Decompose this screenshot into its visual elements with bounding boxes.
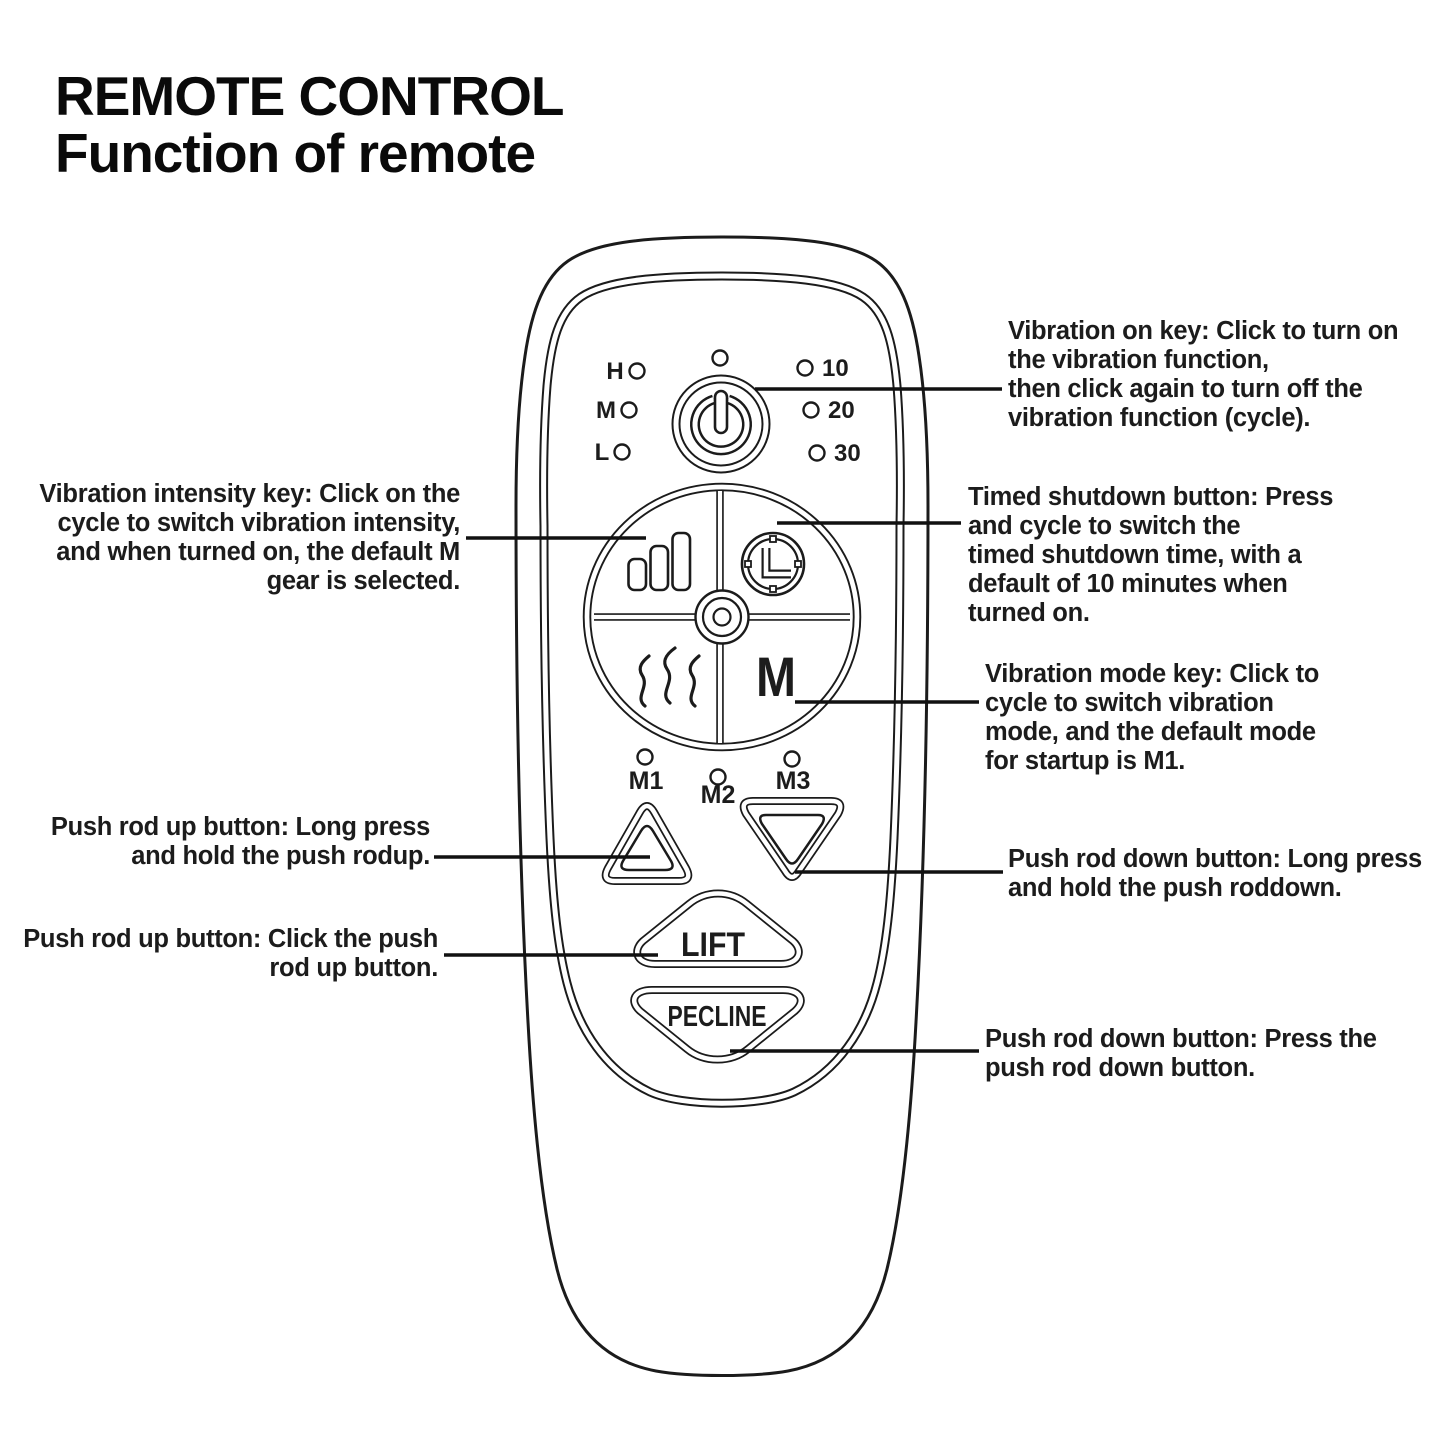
- power-indicator-led: [713, 351, 728, 366]
- mode-led-m3: [785, 752, 800, 767]
- annotation-line: rod up button.: [269, 954, 438, 982]
- annotation-line: push rod down button.: [985, 1054, 1255, 1082]
- timer-label-10: 10: [822, 355, 849, 382]
- timer-label-30: 30: [834, 440, 861, 467]
- lift-label: LIFT: [681, 926, 746, 964]
- mode-m-label: M: [756, 645, 796, 708]
- intensity-label-l: L: [594, 439, 610, 466]
- timer-clock-icon: [742, 533, 804, 595]
- annotation-push-down-press: [985, 1025, 1377, 1083]
- annotation-line: gear is selected.: [266, 567, 460, 595]
- annotation-line: the vibration function,: [1008, 346, 1269, 374]
- annotation-line: Vibration intensity key: Click on the: [39, 480, 460, 508]
- annotation-line: cycle to switch vibration intensity,: [57, 509, 460, 537]
- timer-led-20: [804, 403, 819, 418]
- annotation-line: cycle to switch vibration: [985, 689, 1274, 717]
- pecline-label: PECLINE: [667, 1001, 767, 1033]
- annotation-line: and hold the push rodup.: [131, 842, 430, 870]
- power-button[interactable]: [676, 379, 766, 469]
- intensity-led-h: [630, 364, 645, 379]
- annotation-line: and when turned on, the default M: [56, 538, 460, 566]
- pad-center-hub: [696, 591, 749, 644]
- timer-led-30: [810, 446, 825, 461]
- timer-label-20: 20: [828, 397, 855, 424]
- annotation-line: default of 10 minutes when: [968, 570, 1288, 598]
- annotation-line: Vibration mode key: Click to: [985, 660, 1320, 688]
- mode-led-m1: [638, 750, 653, 765]
- annotation-line: Push rod up button: Long press: [50, 813, 430, 841]
- annotation-line: then click again to turn off the: [1008, 375, 1363, 403]
- mode-label-m1: M1: [628, 767, 664, 795]
- annotation-line: for startup is M1.: [985, 747, 1186, 775]
- annotation-vibration-intensity: [39, 480, 460, 596]
- intensity-led-l: [615, 445, 630, 460]
- annotation-line: mode, and the default mode: [985, 718, 1316, 746]
- title-line-1: REMOTE CONTROL: [55, 65, 564, 127]
- timer-led-10: [798, 361, 813, 376]
- annotation-timed-shutdown: [968, 483, 1333, 628]
- annotation-line: and cycle to switch the: [968, 512, 1241, 540]
- annotation-push-up-click: [23, 925, 438, 983]
- mode-label-m3: M3: [775, 767, 811, 795]
- mode-label-m2: M2: [700, 781, 736, 809]
- title-line-2: Function of remote: [55, 122, 536, 184]
- annotation-line: Timed shutdown button: Press: [968, 483, 1334, 511]
- intensity-led-m: [622, 403, 637, 418]
- annotation-line: timed shutdown time, with a: [968, 541, 1302, 569]
- annotation-line: Push rod down button: Press the: [985, 1025, 1377, 1053]
- annotation-line: Push rod up button: Click the push: [23, 925, 438, 953]
- timed-shutdown-button[interactable]: [742, 533, 804, 595]
- annotation-vibration-mode: [985, 660, 1319, 776]
- intensity-label-m: M: [596, 397, 616, 424]
- vibration-mode-button[interactable]: [756, 645, 796, 708]
- annotation-line: and hold the push roddown.: [1008, 874, 1342, 902]
- mode-pad: [587, 487, 857, 747]
- annotation-push-down-long: [1008, 845, 1422, 903]
- annotation-push-up-long: [51, 813, 430, 871]
- intensity-label-h: H: [606, 358, 624, 385]
- annotation-vibration-on: [1008, 317, 1398, 433]
- annotation-line: Push rod down button: Long press: [1008, 845, 1422, 873]
- annotation-line: turned on.: [968, 599, 1090, 627]
- annotation-line: Vibration on key: Click to turn on: [1008, 317, 1399, 345]
- annotation-line: vibration function (cycle).: [1008, 404, 1311, 432]
